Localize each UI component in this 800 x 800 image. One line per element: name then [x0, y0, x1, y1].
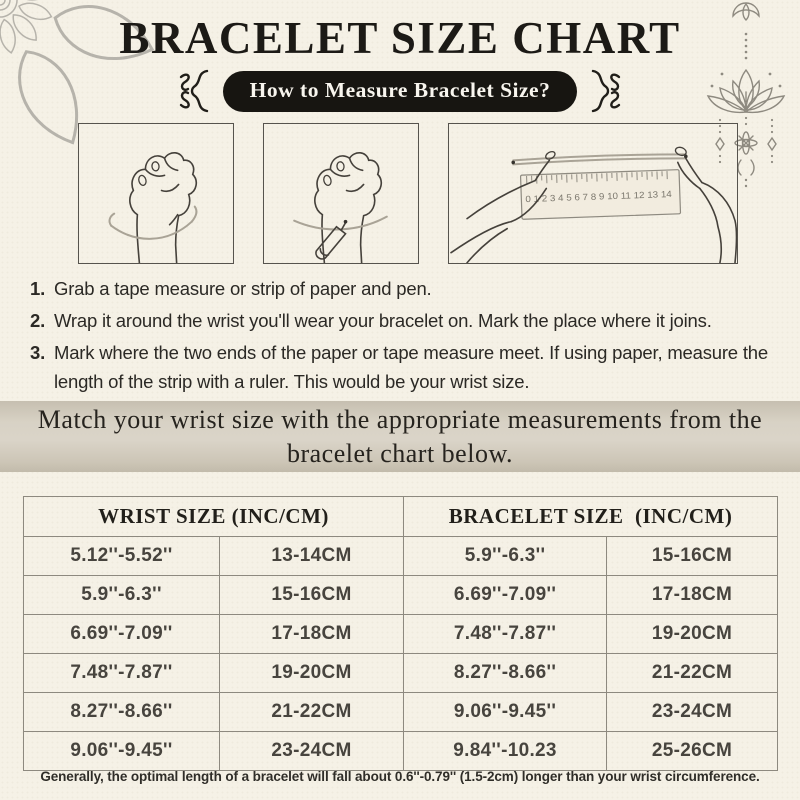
hand-with-tape-icon	[79, 124, 233, 263]
hands-with-ruler-icon	[449, 124, 737, 263]
step-text: Wrap it around the wrist you'll wear your bracelet on. Mark the place where it joins.	[54, 310, 712, 331]
instruction-step-1	[30, 274, 768, 303]
wrist-inch-cell: 9.06''-9.45''	[24, 732, 220, 771]
step-number: 2.	[30, 310, 46, 331]
table-row	[24, 615, 778, 654]
wrist-cm-cell: 17-18CM	[220, 615, 404, 654]
instruction-step-2	[30, 306, 768, 335]
hand-with-pen-icon	[264, 124, 418, 263]
banner-text: Match your wrist size with the appropriate measurements from the bracelet chart below.	[37, 404, 763, 468]
table-row	[24, 576, 778, 615]
squiggle-right-icon	[590, 68, 624, 114]
bracelet-cm-cell: 25-26CM	[607, 732, 778, 771]
step-number: 1.	[30, 278, 46, 299]
bracelet-inch-cell: 9.84''-10.23	[404, 732, 607, 771]
bracelet-inch-cell: 6.69''-7.09''	[404, 576, 607, 615]
table-row	[24, 732, 778, 771]
wrist-inch-cell: 6.69''-7.09''	[24, 615, 220, 654]
table-header-row	[24, 497, 778, 537]
how-to-measure-badge-row	[0, 68, 800, 114]
table-row	[24, 693, 778, 732]
bracelet-cm-cell: 23-24CM	[607, 693, 778, 732]
wrist-cm-cell: 19-20CM	[220, 654, 404, 693]
table-row	[24, 654, 778, 693]
size-chart-table	[23, 496, 778, 771]
wrist-inch-cell: 5.12''-5.52''	[24, 537, 220, 576]
wrist-cm-cell: 23-24CM	[220, 732, 404, 771]
how-to-measure-badge: How to Measure Bracelet Size?	[223, 71, 578, 112]
wrap-tape-illustration	[78, 123, 234, 264]
wrist-cm-cell: 15-16CM	[220, 576, 404, 615]
bracelet-cm-cell: 19-20CM	[607, 615, 778, 654]
ruler-numbers: 0 1 2 3 4 5 6 7 8 9 10 11 12 13 14	[525, 189, 661, 205]
page-title: BRACELET SIZE CHART	[119, 13, 681, 63]
instructions-list	[30, 274, 768, 399]
bracelet-cm-cell: 17-18CM	[607, 576, 778, 615]
wrist-inch-cell: 5.9''-6.3''	[24, 576, 220, 615]
instruction-step-3	[30, 338, 768, 396]
step-text: Grab a tape measure or strip of paper and pen.	[54, 278, 432, 299]
ruler-measure-illustration	[448, 123, 738, 264]
bracelet-inch-cell: 8.27''-8.66''	[404, 654, 607, 693]
bracelet-inch-cell: 9.06''-9.45''	[404, 693, 607, 732]
footer-note: Generally, the optimal length of a bracelet will fall about 0.6''-0.79'' (1.5-2cm) longer than your wrist circumference.	[40, 769, 760, 784]
wrist-inch-cell: 8.27''-8.66''	[24, 693, 220, 732]
bracelet-inch-cell: 7.48''-7.87''	[404, 615, 607, 654]
table-row	[24, 537, 778, 576]
mark-wrist-illustration	[263, 123, 419, 264]
wrist-inch-cell: 7.48''-7.87''	[24, 654, 220, 693]
wrist-cm-cell: 21-22CM	[220, 693, 404, 732]
squiggle-left-icon	[176, 68, 210, 114]
wrist-cm-cell: 13-14CM	[220, 537, 404, 576]
step-number: 3.	[30, 342, 46, 363]
bracelet-cm-cell: 21-22CM	[607, 654, 778, 693]
wrist-size-header: WRIST SIZE (INC/CM)	[24, 497, 404, 537]
step-text: Mark where the two ends of the paper or tape measure meet. If using paper, measure the length of the strip with a ruler. This would be your wrist size.	[54, 342, 768, 392]
bracelet-inch-cell: 5.9''-6.3''	[404, 537, 607, 576]
bracelet-size-header: BRACELET SIZE (INC/CM)	[404, 497, 778, 537]
bracelet-cm-cell: 15-16CM	[607, 537, 778, 576]
match-size-banner	[0, 401, 800, 472]
